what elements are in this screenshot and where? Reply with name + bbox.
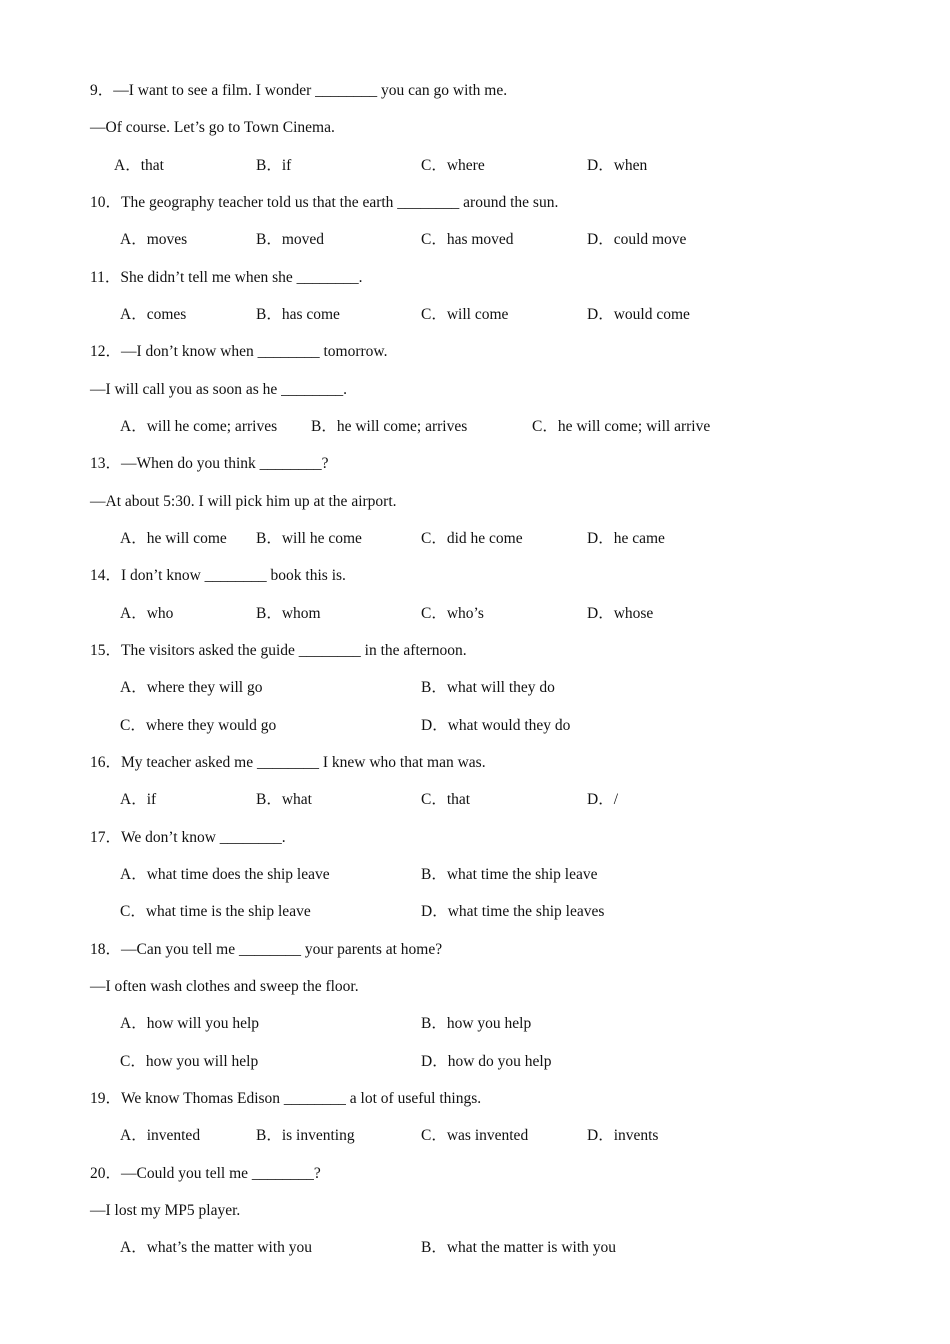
option-b: B．how you help [421,1015,532,1032]
option-d: D．could move [587,231,687,248]
option-a: A．invented [120,1127,201,1144]
question-16-stem: 16．My teacher asked me ________ I knew who that man was. [90,754,486,771]
option-a: A．who [120,605,174,622]
option-b: B．if [256,157,292,174]
option-c: C．how you will help [120,1053,259,1070]
question-10-stem: 10．The geography teacher told us that the earth ________ around the sun. [90,194,559,211]
option-d: D．whose [587,605,654,622]
option-c: C．where they would go [120,717,277,734]
option-c: C．who’s [421,605,484,622]
option-a: A．what time does the ship leave [120,866,330,883]
option-a: A．if [120,791,157,808]
question-18-stem: 18．—Can you tell me ________ your parents at home? [90,941,443,958]
option-a: A．comes [120,306,187,323]
option-a: A．how will you help [120,1015,260,1032]
option-b: B．what time the ship leave [421,866,598,883]
question-15-stem: 15．The visitors asked the guide ________ in the afternoon. [90,642,467,659]
option-d: D．how do you help [421,1053,552,1070]
option-a: A．that [114,157,164,174]
option-b: B．is inventing [256,1127,355,1144]
question-14-stem: 14．I don’t know ________ book this is. [90,567,346,584]
option-d: D．invents [587,1127,659,1144]
option-b: B．what the matter is with you [421,1239,617,1256]
option-c: C．will come [421,306,509,323]
question-20-dialog: —I lost my MP5 player. [90,1202,241,1219]
option-c: C．was invented [421,1127,529,1144]
question-18-dialog: —I often wash clothes and sweep the floor. [90,978,359,995]
option-d: D．what would they do [421,717,571,734]
option-c: C．he will come; will arrive [532,418,711,435]
option-b: B．will he come [256,530,362,547]
option-c: C．what time is the ship leave [120,903,311,920]
question-13-stem: 13．—When do you think ________? [90,455,329,472]
question-19-stem: 19．We know Thomas Edison ________ a lot of useful things. [90,1090,482,1107]
question-9-stem: 9．—I want to see a film. I wonder ________ you can go with me. [90,82,508,99]
option-b: B．he will come; arrives [311,418,468,435]
question-12-dialog: —I will call you as soon as he ________. [90,381,348,398]
option-a: A．will he come; arrives [120,418,278,435]
option-c: C．where [421,157,485,174]
question-17-stem: 17．We don’t know ________. [90,829,286,846]
question-13-dialog: —At about 5:30. I will pick him up at the airport. [90,493,397,510]
option-a: A．where they will go [120,679,263,696]
option-b: B．whom [256,605,321,622]
option-c: C．has moved [421,231,514,248]
option-b: B．has come [256,306,340,323]
question-9-dialog: —Of course. Let’s go to Town Cinema. [90,119,335,136]
option-c: C．did he come [421,530,523,547]
option-a: A．he will come [120,530,227,547]
option-d: D．/ [587,791,619,808]
option-d: D．when [587,157,648,174]
question-11-stem: 11．She didn’t tell me when she ________. [90,269,363,286]
option-b: B．moved [256,231,325,248]
option-b: B．what [256,791,312,808]
question-12-stem: 12．—I don’t know when ________ tomorrow. [90,343,388,360]
option-a: A．what’s the matter with you [120,1239,312,1256]
option-a: A．moves [120,231,188,248]
option-d: D．he came [587,530,665,547]
option-d: D．would come [587,306,690,323]
option-c: C．that [421,791,471,808]
option-d: D．what time the ship leaves [421,903,605,920]
option-b: B．what will they do [421,679,555,696]
question-20-stem: 20．—Could you tell me ________? [90,1165,321,1182]
